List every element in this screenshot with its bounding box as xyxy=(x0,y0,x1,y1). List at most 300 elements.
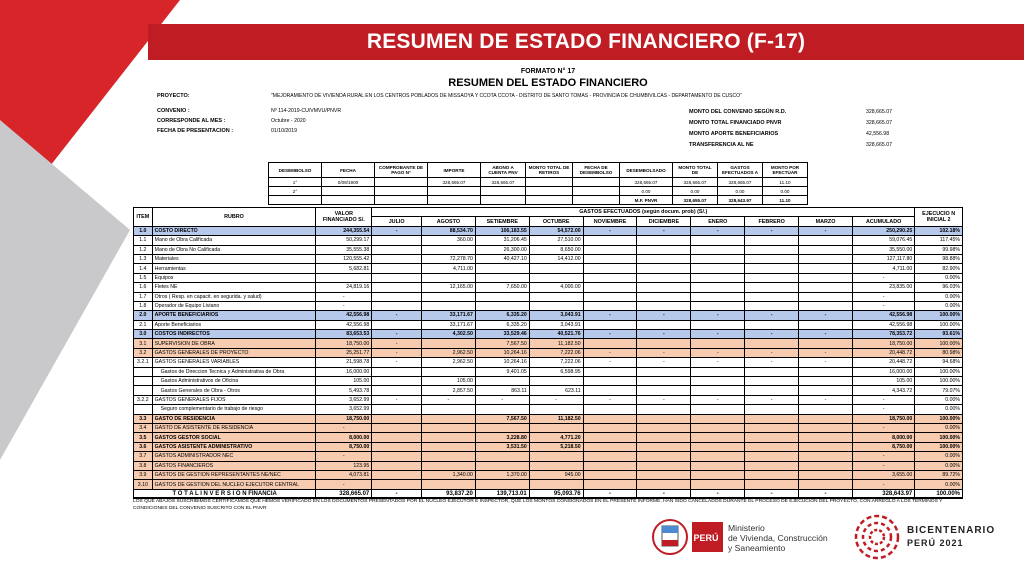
amount-cell xyxy=(637,405,691,414)
amount-cell: 8,000.00 xyxy=(316,433,372,442)
amount-cell xyxy=(745,283,799,292)
rubro-cell: Materiales xyxy=(152,254,316,263)
label-convenio: CONVENIO : xyxy=(157,108,190,114)
desembolso-cell xyxy=(573,196,620,205)
amount-cell xyxy=(372,320,422,329)
rubro-cell: GASTOS DE GESTION REPRESENTANTES NE/NEC xyxy=(152,470,316,479)
amount-cell: 11,182.50 xyxy=(529,414,583,423)
amount-cell: 3,531.50 xyxy=(475,442,529,451)
amount-cell: 40,521.76 xyxy=(529,330,583,339)
amount-cell: 5,493.78 xyxy=(316,386,372,395)
gastos-row xyxy=(134,405,963,414)
amount-cell xyxy=(583,367,637,376)
amount-cell xyxy=(637,339,691,348)
amount-cell: - xyxy=(745,358,799,367)
amount-cell: - xyxy=(852,301,914,310)
amount-cell xyxy=(583,301,637,310)
item-cell: 1.2 xyxy=(134,245,153,254)
desembolsos-header-cell: DESEMBOLSADO xyxy=(620,163,673,178)
amount-cell: 33,529.46 xyxy=(475,330,529,339)
amount-cell xyxy=(691,292,745,301)
amount-cell xyxy=(529,461,583,470)
amount-cell xyxy=(745,433,799,442)
amount-cell: - xyxy=(316,292,372,301)
amount-cell xyxy=(745,236,799,245)
amount-cell xyxy=(691,433,745,442)
gastos-row xyxy=(134,264,963,273)
month-header: AGOSTO xyxy=(421,217,475,226)
rubro-cell: GASTO DE RESIDENCIA xyxy=(152,414,316,423)
amount-cell xyxy=(799,386,853,395)
amount-cell xyxy=(372,452,422,461)
item-cell xyxy=(134,386,153,395)
amount-cell xyxy=(691,254,745,263)
amount-cell xyxy=(529,264,583,273)
amount-cell: 18,750.00 xyxy=(316,339,372,348)
amount-cell xyxy=(583,405,637,414)
value-convenio: Nº 114-2019-CU/VMVU/PNVR xyxy=(271,108,342,114)
amount-cell xyxy=(421,461,475,470)
amount-cell: - xyxy=(799,348,853,357)
amount-cell: 623.11 xyxy=(529,386,583,395)
amount-cell: - xyxy=(852,292,914,301)
desembolso-row xyxy=(269,196,808,205)
gastos-body xyxy=(134,226,963,498)
format-number: FORMATO N° 17 xyxy=(520,68,576,75)
amount-cell: - xyxy=(372,395,422,404)
amount-cell: 1,340.00 xyxy=(421,470,475,479)
amount-cell: - xyxy=(799,311,853,320)
amount-cell: 6,335.20 xyxy=(475,320,529,329)
total-value: - xyxy=(637,489,691,498)
amount-cell xyxy=(691,367,745,376)
rubro-cell: Herramientas xyxy=(152,264,316,273)
desembolso-cell xyxy=(481,196,526,205)
month-header: OCTUBRE xyxy=(529,217,583,226)
amount-cell xyxy=(529,452,583,461)
item-cell: 3.5 xyxy=(134,433,153,442)
amount-cell: 8,750.00 xyxy=(316,442,372,451)
total-label: T O T A L I N V E R S I O N FINANCIA xyxy=(134,489,316,498)
rubro-cell: GASTOS GENERALES DE PROYECTO xyxy=(152,348,316,357)
desembolso-cell: 328,655.07 xyxy=(673,196,718,205)
amount-cell: - xyxy=(637,358,691,367)
value-proyecto: "MEJORAMIENTO DE VIVIENDA RURAL EN LOS CENTROS POBLADOS DE MISSAOYA Y CCOTA CCOTA - DISTRITO DE SANTO TOMAS - PROVINCIA DE CHUMBIVILCAS - DEPARTAMENTO DE CUSCO" xyxy=(271,93,742,99)
amount-cell: 7,222.06 xyxy=(529,348,583,357)
amount-cell: 26,300.00 xyxy=(475,245,529,254)
item-cell: 3.10 xyxy=(134,480,153,489)
amount-cell: - xyxy=(372,348,422,357)
amount-cell: - xyxy=(372,311,422,320)
rubro-cell: Gastos Administrativos de Oficina xyxy=(152,377,316,386)
total-value: - xyxy=(745,489,799,498)
amount-cell xyxy=(421,480,475,489)
rubro-cell: GASTOS GESTOR SOCIAL xyxy=(152,433,316,442)
gastos-row xyxy=(134,386,963,395)
amount-cell xyxy=(745,254,799,263)
amount-cell xyxy=(745,452,799,461)
month-header: SETIEMBRE xyxy=(475,217,529,226)
amount-cell: 4,343.72 xyxy=(852,386,914,395)
gastos-row xyxy=(134,461,963,470)
amount-cell: 7,650.00 xyxy=(475,283,529,292)
amount-cell xyxy=(583,423,637,432)
amount-cell xyxy=(372,254,422,263)
amount-cell: 79.07% xyxy=(915,386,963,395)
amount-cell xyxy=(421,301,475,310)
item-cell: 3.3 xyxy=(134,414,153,423)
desembolso-cell xyxy=(375,196,428,205)
amount-cell: 360.00 xyxy=(421,236,475,245)
amount-cell: 117.45% xyxy=(915,236,963,245)
desembolso-cell: 328,665.07 xyxy=(673,178,718,187)
amount-cell: 18,750.00 xyxy=(316,414,372,423)
amount-cell xyxy=(421,339,475,348)
amount-cell: 33,171.67 xyxy=(421,320,475,329)
amount-cell: 8,650.00 xyxy=(529,245,583,254)
amount-cell: - xyxy=(316,423,372,432)
peru-shield-icon xyxy=(653,520,687,554)
amount-cell xyxy=(799,414,853,423)
amount-cell xyxy=(583,433,637,442)
amount-cell: 82.90% xyxy=(915,264,963,273)
desembolso-cell: 0/09/1900 xyxy=(322,178,375,187)
amount-cell: 99.98% xyxy=(915,245,963,254)
amount-cell: - xyxy=(852,395,914,404)
gastos-row xyxy=(134,330,963,339)
amount-cell: - xyxy=(637,311,691,320)
amount-cell xyxy=(421,423,475,432)
amount-cell: 0.00% xyxy=(915,423,963,432)
amount-cell xyxy=(745,480,799,489)
monto-value-1: 328,665.07 xyxy=(866,120,892,126)
amount-cell: 100.00% xyxy=(915,377,963,386)
amount-cell xyxy=(421,442,475,451)
amount-cell xyxy=(583,377,637,386)
amount-cell: - xyxy=(637,330,691,339)
total-value: - xyxy=(583,489,637,498)
ministerio-line-3: y Saneamiento xyxy=(728,543,786,553)
amount-cell: - xyxy=(691,311,745,320)
gastos-row xyxy=(134,480,963,489)
gastos-table xyxy=(133,207,963,499)
item-cell: 3.4 xyxy=(134,423,153,432)
amount-cell xyxy=(583,339,637,348)
rubro-cell: GASTOS GENERALES VARIABLES xyxy=(152,358,316,367)
amount-cell xyxy=(691,480,745,489)
rubro-cell: Gastos de Direccion Tecnica y Administrativa de Obra xyxy=(152,367,316,376)
amount-cell: 80.98% xyxy=(915,348,963,357)
amount-cell xyxy=(421,367,475,376)
desembolsos-body xyxy=(269,178,808,205)
amount-cell: 2,962.50 xyxy=(421,358,475,367)
total-value: - xyxy=(372,489,422,498)
amount-cell: 6,335.20 xyxy=(475,311,529,320)
desembolso-cell xyxy=(526,187,573,196)
amount-cell: 127,117.80 xyxy=(852,254,914,263)
financial-sheet xyxy=(133,64,963,516)
gastos-row xyxy=(134,292,963,301)
amount-cell: - xyxy=(372,339,422,348)
amount-cell: 0.00% xyxy=(915,301,963,310)
amount-cell xyxy=(799,377,853,386)
amount-cell: - xyxy=(691,226,745,235)
amount-cell: 100.00% xyxy=(915,339,963,348)
amount-cell xyxy=(799,423,853,432)
amount-cell xyxy=(583,386,637,395)
gastos-row xyxy=(134,339,963,348)
slide-title-bar xyxy=(148,24,1024,60)
item-cell: 1.1 xyxy=(134,236,153,245)
amount-cell xyxy=(583,273,637,282)
amount-cell: - xyxy=(316,452,372,461)
amount-cell: - xyxy=(745,311,799,320)
header-rubro: RUBRO xyxy=(152,208,316,227)
item-cell: 2.1 xyxy=(134,320,153,329)
amount-cell xyxy=(372,423,422,432)
gastos-row xyxy=(134,395,963,404)
amount-cell: 42,556.98 xyxy=(316,320,372,329)
amount-cell xyxy=(745,423,799,432)
amount-cell xyxy=(372,283,422,292)
item-cell: 3.2.1 xyxy=(134,358,153,367)
amount-cell: 40,427.10 xyxy=(475,254,529,263)
amount-cell: 16,000.00 xyxy=(852,367,914,376)
amount-cell: 105.00 xyxy=(852,377,914,386)
gastos-row xyxy=(134,236,963,245)
amount-cell: 35,550.00 xyxy=(852,245,914,254)
item-cell: 3.7 xyxy=(134,452,153,461)
header-valor: VALOR FINANCIADO S/. xyxy=(316,208,372,227)
gastos-row xyxy=(134,226,963,235)
desembolsos-header-cell: ABONO A CUENTA PNV xyxy=(481,163,526,178)
amount-cell xyxy=(799,339,853,348)
amount-cell: 6,598.95 xyxy=(529,367,583,376)
amount-cell xyxy=(691,283,745,292)
amount-cell: 23,835.00 xyxy=(852,283,914,292)
amount-cell xyxy=(583,254,637,263)
amount-cell: 3,655.00 xyxy=(852,470,914,479)
amount-cell xyxy=(372,433,422,442)
amount-cell xyxy=(799,405,853,414)
header-ejecucion: EJECUCIO N INICIAL 2 xyxy=(915,208,963,227)
amount-cell: - xyxy=(372,226,422,235)
header-gastos: GASTOS EFECTUADOS (según docum. prob) (S/.) xyxy=(372,208,915,217)
rubro-cell: Aporte Beneficiarios xyxy=(152,320,316,329)
rubro-cell: GASTOS DE GESTION DEL NUCLEO EJECUTOR CENTRAL xyxy=(152,480,316,489)
rubro-cell: Mano de Obra Calificada xyxy=(152,236,316,245)
amount-cell: 24,819.16 xyxy=(316,283,372,292)
amount-cell: 10,264.16 xyxy=(475,358,529,367)
amount-cell: 7,567.50 xyxy=(475,339,529,348)
amount-cell: - xyxy=(691,358,745,367)
amount-cell xyxy=(799,245,853,254)
desembolsos-header-cell: FECHA xyxy=(322,163,375,178)
gastos-row xyxy=(134,320,963,329)
amount-cell xyxy=(691,377,745,386)
amount-cell xyxy=(799,442,853,451)
amount-cell xyxy=(799,236,853,245)
amount-cell xyxy=(691,273,745,282)
amount-cell xyxy=(637,377,691,386)
desembolso-cell xyxy=(481,187,526,196)
amount-cell: 1,370.00 xyxy=(475,470,529,479)
desembolsos-header-cell: FECHA DE DESEMBOLSO xyxy=(573,163,620,178)
label-mes: CORRESPONDE AL MES : xyxy=(157,118,226,124)
amount-cell: 250,290.25 xyxy=(852,226,914,235)
amount-cell: - xyxy=(583,330,637,339)
amount-cell: 21,598.78 xyxy=(316,358,372,367)
amount-cell xyxy=(372,386,422,395)
amount-cell: 4,073.81 xyxy=(316,470,372,479)
amount-cell xyxy=(421,452,475,461)
total-value: 139,713.01 xyxy=(475,489,529,498)
monto-value-0: 328,665.07 xyxy=(866,109,892,115)
total-value: 95,093.76 xyxy=(529,489,583,498)
amount-cell xyxy=(799,480,853,489)
amount-cell xyxy=(421,245,475,254)
amount-cell xyxy=(799,367,853,376)
gastos-row xyxy=(134,442,963,451)
amount-cell: - xyxy=(637,226,691,235)
item-cell: 1.3 xyxy=(134,254,153,263)
amount-cell xyxy=(745,301,799,310)
amount-cell xyxy=(372,264,422,273)
amount-cell: - xyxy=(691,348,745,357)
amount-cell xyxy=(745,377,799,386)
amount-cell xyxy=(691,339,745,348)
amount-cell xyxy=(475,301,529,310)
amount-cell xyxy=(799,320,853,329)
rubro-cell: GASTOS GENERALES FIJOS xyxy=(152,395,316,404)
amount-cell xyxy=(583,236,637,245)
total-value: 328,643.97 xyxy=(852,489,914,498)
amount-cell xyxy=(583,245,637,254)
amount-cell xyxy=(637,301,691,310)
amount-cell xyxy=(799,461,853,470)
amount-cell: 0.00% xyxy=(915,452,963,461)
amount-cell xyxy=(372,301,422,310)
desembolso-cell xyxy=(428,187,481,196)
label-fecha-presentacion: FECHA DE PRESENTACION : xyxy=(157,128,234,134)
rubro-cell: APORTE BENEFICIARIOS xyxy=(152,311,316,320)
amount-cell xyxy=(691,264,745,273)
item-cell: 3.9 xyxy=(134,470,153,479)
amount-cell: 78,353.72 xyxy=(852,330,914,339)
gastos-row xyxy=(134,470,963,479)
item-cell: 1.0 xyxy=(134,226,153,235)
rubro-cell: Equipos xyxy=(152,273,316,282)
label-proyecto: PROYECTO: xyxy=(157,93,190,99)
month-header: DICIEMBRE xyxy=(637,217,691,226)
amount-cell xyxy=(475,292,529,301)
amount-cell xyxy=(745,245,799,254)
amount-cell xyxy=(745,339,799,348)
amount-cell xyxy=(637,273,691,282)
amount-cell xyxy=(745,386,799,395)
amount-cell xyxy=(583,461,637,470)
rubro-cell: Gastos Generales de Obra - Otros xyxy=(152,386,316,395)
amount-cell: 3,652.99 xyxy=(316,395,372,404)
amount-cell xyxy=(529,301,583,310)
amount-cell: - xyxy=(852,405,914,414)
item-cell: 2.0 xyxy=(134,311,153,320)
amount-cell: 18,750.00 xyxy=(852,414,914,423)
amount-cell: 8,750.00 xyxy=(852,442,914,451)
amount-cell: 42,556.98 xyxy=(316,311,372,320)
amount-cell: 59,076.45 xyxy=(852,236,914,245)
amount-cell: - xyxy=(799,226,853,235)
gastos-row xyxy=(134,423,963,432)
amount-cell: 27,510.00 xyxy=(529,236,583,245)
amount-cell: 863.11 xyxy=(475,386,529,395)
amount-cell: 72,278.70 xyxy=(421,254,475,263)
desembolso-cell: 0.00 xyxy=(673,187,718,196)
amount-cell xyxy=(637,433,691,442)
desembolso-cell xyxy=(322,196,375,205)
amount-cell xyxy=(691,236,745,245)
amount-cell: 0.00% xyxy=(915,480,963,489)
amount-cell xyxy=(637,254,691,263)
amount-cell: - xyxy=(691,330,745,339)
amount-cell: 98.88% xyxy=(915,254,963,263)
ministerio-line-1: Ministerio xyxy=(728,523,765,533)
amount-cell xyxy=(475,461,529,470)
amount-cell: 0.00% xyxy=(915,461,963,470)
amount-cell xyxy=(691,452,745,461)
amount-cell xyxy=(745,442,799,451)
item-cell: 3.2.2 xyxy=(134,395,153,404)
amount-cell xyxy=(799,283,853,292)
amount-cell: - xyxy=(852,480,914,489)
amount-cell: 105.00 xyxy=(421,377,475,386)
amount-cell xyxy=(475,377,529,386)
amount-cell xyxy=(475,405,529,414)
rubro-cell: Fletes NE xyxy=(152,283,316,292)
amount-cell: 105.00 xyxy=(316,377,372,386)
amount-cell: 14,412.00 xyxy=(529,254,583,263)
desembolso-cell: 0.00 xyxy=(763,187,808,196)
rubro-cell: Seguro complementario de trabajo de riesgo xyxy=(152,405,316,414)
amount-cell xyxy=(691,386,745,395)
amount-cell xyxy=(637,236,691,245)
amount-cell: - xyxy=(421,395,475,404)
amount-cell xyxy=(475,452,529,461)
amount-cell: 3,043.91 xyxy=(529,311,583,320)
monto-label-1: MONTO TOTAL FINANCIADO PNVR xyxy=(689,120,782,126)
amount-cell: 123.95 xyxy=(316,461,372,470)
gastos-row xyxy=(134,273,963,282)
amount-cell xyxy=(583,320,637,329)
amount-cell xyxy=(691,320,745,329)
amount-cell: 4,711.00 xyxy=(852,264,914,273)
rubro-cell: GASTO DE ASISTENTE DE RESIDENCIA xyxy=(152,423,316,432)
amount-cell xyxy=(745,461,799,470)
rubro-cell: GASTOS ADMINISTRADOR NEC xyxy=(152,452,316,461)
value-fecha-presentacion: 01/10/2019 xyxy=(271,128,297,134)
amount-cell: 2,962.50 xyxy=(421,348,475,357)
item-cell xyxy=(134,367,153,376)
amount-cell xyxy=(475,423,529,432)
amount-cell: - xyxy=(745,226,799,235)
amount-cell: 100.00% xyxy=(915,414,963,423)
gastos-row xyxy=(134,348,963,357)
item-cell: 1.7 xyxy=(134,292,153,301)
amount-cell: 20,448.72 xyxy=(852,358,914,367)
amount-cell xyxy=(372,442,422,451)
rubro-cell: COSTO DIRECTO xyxy=(152,226,316,235)
amount-cell xyxy=(799,254,853,263)
